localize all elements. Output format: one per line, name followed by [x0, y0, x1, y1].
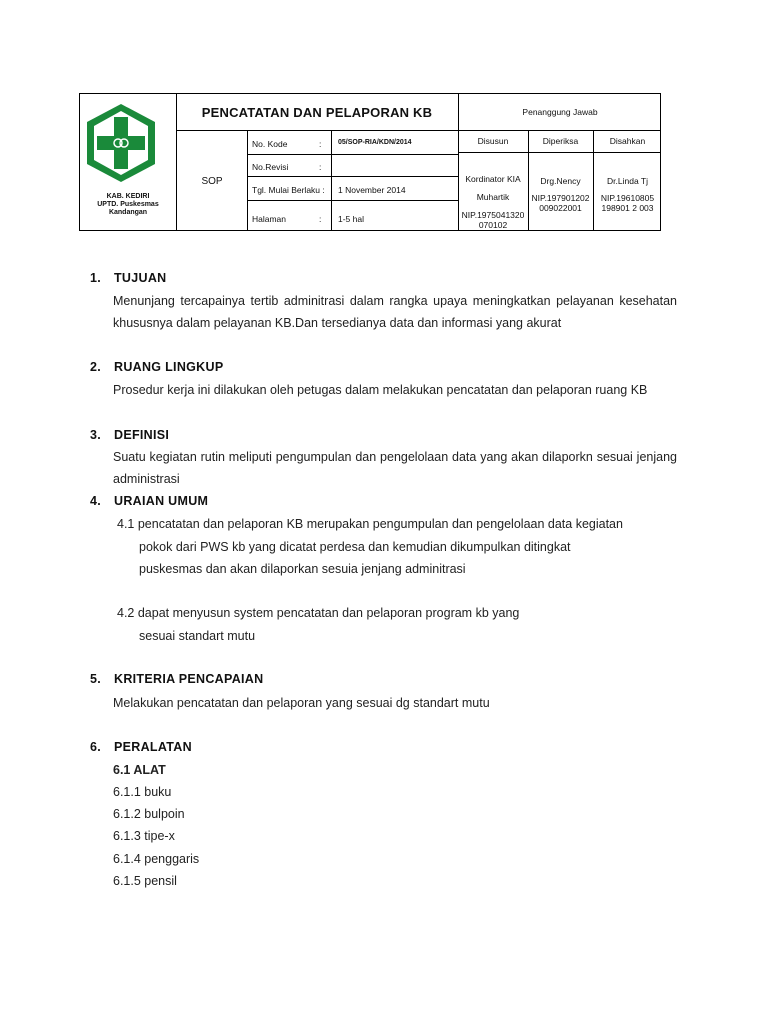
- no-kode-value: 05/SOP-RIA/KDN/2014: [338, 139, 412, 146]
- halaman-value: 1-5 hal: [338, 214, 364, 224]
- list-item: 6.1.4 penggaris: [113, 852, 200, 866]
- disusun-name: Muhartik: [476, 192, 510, 202]
- sop-header-table: [79, 93, 661, 231]
- list-item: 6.1.1 buku: [113, 785, 172, 799]
- section-number: 4.: [90, 494, 102, 508]
- disahkan-nip: NIP.19610805: [600, 193, 655, 203]
- disusun-label: Disusun: [477, 136, 509, 146]
- divider: [247, 176, 459, 177]
- list-item: 6.1.2 bulpoin: [113, 807, 185, 821]
- section-number: 6.: [90, 740, 102, 754]
- no-kode-label: No. Kode: [252, 139, 288, 149]
- divider: [247, 154, 459, 155]
- divider: [247, 200, 459, 201]
- section-title: DEFINISI: [114, 428, 170, 442]
- section-text: khususnya dalam pelayanan KB.Dan tersedianya data dan informasi yang akurat: [113, 316, 562, 330]
- halaman-label: Halaman: [252, 214, 287, 224]
- org-name-line: UPTD. Puskesmas: [97, 201, 159, 208]
- tgl-mulai-label: Tgl. Mulai Berlaku :: [252, 185, 325, 195]
- section-heading-ruang-lingkup: [90, 360, 223, 374]
- disusun-role: Kordinator KIA: [465, 174, 521, 184]
- section-number: 2.: [90, 360, 102, 374]
- section-title: KRITERIA PENCAPAIAN: [114, 672, 264, 686]
- penanggung-jawab-label: Penanggung Jawab: [522, 107, 598, 117]
- section-text: 4.2 dapat menyusun system pencatatan dan pelaporan program kb yang: [117, 606, 520, 620]
- subsection-heading-alat: 6.1 ALAT: [113, 763, 166, 777]
- section-heading-definisi: [90, 428, 169, 442]
- org-name-line: Kandangan: [108, 209, 148, 216]
- section-title: TUJUAN: [114, 271, 167, 285]
- section-heading-kriteria-pencapaian: [90, 672, 263, 686]
- sop-label: SOP: [201, 175, 223, 187]
- section-title: RUANG LINGKUP: [114, 360, 224, 374]
- no-revisi-label: No.Revisi: [252, 162, 289, 172]
- divider: [458, 152, 660, 153]
- disahkan-nip: 198901 2 003: [601, 203, 654, 213]
- section-text: Melakukan pencatatan dan pelaporan yang sesuai dg standart mutu: [113, 696, 490, 710]
- section-text: Prosedur kerja ini dilakukan oleh petugas dalam melakukan pencatatan dan pelaporan ruang KB: [113, 383, 648, 397]
- halaman-colon: :: [319, 214, 322, 224]
- disahkan-label: Disahkan: [609, 136, 646, 146]
- no-kode-colon: :: [319, 139, 322, 149]
- disusun-nip: NIP.1975041320: [461, 210, 525, 220]
- list-item: 6.1.5 pensil: [113, 874, 177, 888]
- document-title: PENCATATAN DAN PELAPORAN KB: [201, 104, 433, 120]
- section-text: puskesmas dan akan dilaporkan sesuia jenjang adminitrasi: [139, 562, 466, 576]
- section-heading-tujuan: [90, 271, 167, 285]
- section-number: 3.: [90, 428, 102, 442]
- section-number: 5.: [90, 672, 102, 686]
- no-revisi-colon: :: [319, 162, 322, 172]
- puskesmas-logo: [85, 102, 157, 184]
- diperiksa-label: Diperiksa: [542, 136, 579, 146]
- section-text: 4.1 pencatatan dan pelaporan KB merupakan pengumpulan dan pengelolaan data kegiatan: [117, 517, 623, 531]
- divider: [331, 130, 332, 230]
- org-name-line: KAB. KEDIRI: [106, 193, 150, 200]
- disahkan-name: Dr.Linda Tj: [607, 176, 648, 186]
- section-number: 1.: [90, 271, 102, 285]
- section-heading-uraian-umum: [90, 494, 208, 508]
- section-text: sesuai standart mutu: [139, 629, 256, 643]
- disusun-nip: 070102: [478, 220, 508, 230]
- tgl-mulai-value: 1 November 2014: [338, 185, 406, 195]
- diperiksa-name: Drg.Nency: [540, 176, 581, 186]
- section-title: PERALATAN: [114, 740, 192, 754]
- diperiksa-nip: NIP.197901202: [531, 193, 590, 203]
- diperiksa-nip: 009022001: [539, 203, 582, 213]
- divider: [247, 130, 248, 230]
- section-text: administrasi: [113, 472, 180, 486]
- section-text: Suatu kegiatan rutin meliputi pengumpulan dan pengelolaan data yang akan dilaporkn sesuai jenjang: [113, 450, 677, 464]
- section-text: Menunjang tercapainya tertib adminitrasi dalam rangka upaya meningkatkan pelayanan kesehatan: [113, 294, 677, 308]
- section-heading-peralatan: [90, 740, 192, 754]
- section-text: pokok dari PWS kb yang dicatat perdesa dan kemudian dikumpulkan ditingkat: [139, 540, 571, 554]
- section-title: URAIAN UMUM: [114, 494, 209, 508]
- list-item: 6.1.3 tipe-x: [113, 829, 175, 843]
